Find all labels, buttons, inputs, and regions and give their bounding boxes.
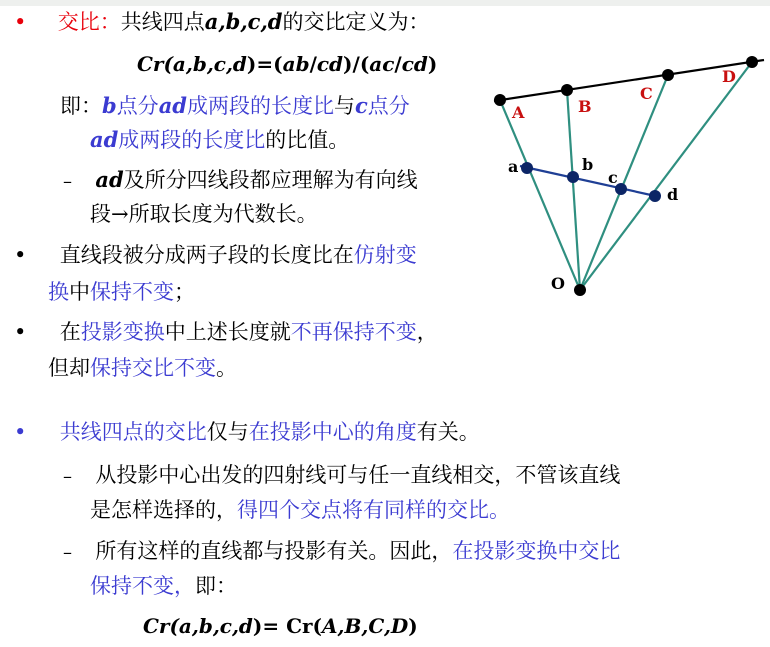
point-B (561, 84, 573, 96)
dash-marker: – (63, 171, 72, 192)
point-b-lower (567, 171, 579, 183)
formula-part: )/( (343, 52, 370, 76)
text: 保持不变， (90, 574, 195, 598)
projection-rays (500, 62, 752, 290)
ray-O-B (567, 90, 580, 290)
text: 仅与 (206, 420, 249, 444)
text: 直线段被分成两子段的长度比在 (59, 243, 354, 267)
math-var: b (102, 93, 117, 118)
text: 即： (195, 574, 237, 598)
text: 有关。 (416, 420, 480, 444)
formula-part: A,B,C,D (322, 614, 409, 638)
dash-marker: – (63, 542, 72, 563)
formula-part: Cr( (143, 614, 179, 638)
text: 在投影变换中交比 (452, 539, 621, 563)
text: 投影变换 (80, 320, 165, 344)
text: 是怎样选择的， (90, 498, 237, 522)
formula-part: / (394, 52, 402, 76)
point-A (494, 94, 506, 106)
text: 共线四点 (120, 10, 205, 34)
point-C (662, 69, 674, 81)
text: 成两段的长度比 (118, 128, 266, 152)
text: 中上述长度就 (164, 320, 291, 344)
label-C: C (640, 84, 653, 103)
label-b-lower: b (582, 155, 594, 174)
formula-part: ) (427, 52, 438, 76)
text: 得四个交点将有同样的交比。 (237, 498, 510, 522)
text: 但却 (48, 356, 90, 380)
bullet-marker: • (14, 10, 27, 34)
label-d-lower: d (667, 185, 679, 204)
text: 不再保持不变 (290, 320, 417, 344)
text: 与 (333, 94, 355, 118)
dash-marker: – (63, 466, 72, 487)
text: 的比值。 (265, 128, 350, 152)
point-a-lower (521, 162, 533, 174)
formula-part: / (309, 52, 317, 76)
text: 换 (48, 280, 69, 304)
formula-part: ab (282, 52, 310, 76)
text: 在 (59, 320, 81, 344)
formula-part: cd (401, 52, 428, 76)
ray-O-A (500, 100, 580, 290)
formula-part: )= Cr( (252, 614, 323, 638)
label-D: D (722, 67, 736, 86)
math-var: ad (90, 127, 119, 152)
point-D (746, 56, 758, 68)
math-var: ad (95, 167, 124, 192)
text: 点分 (116, 94, 159, 118)
bullet-marker: • (14, 243, 27, 267)
text: ， (416, 320, 438, 344)
bullet-marker: • (14, 420, 27, 444)
text: 即： (60, 94, 102, 118)
text: ； (174, 280, 195, 304)
formula-part: Cr( (137, 52, 173, 76)
text: 仿射变 (353, 243, 417, 267)
math-var: a,b,c,d (204, 9, 283, 34)
text: 保持不变 (90, 280, 174, 304)
label-O: O (551, 274, 565, 293)
bullet-marker: • (14, 320, 27, 344)
math-var: c (354, 93, 368, 118)
formula-part: cd (316, 52, 344, 76)
text: 中 (69, 280, 90, 304)
label-A: A (512, 103, 525, 122)
label-c-lower: c (608, 168, 618, 187)
text: 所有这样的直线都与投影有关。因此， (95, 539, 453, 563)
text: 共线四点的交比 (59, 420, 207, 444)
text: 的交比定义为： (282, 10, 430, 34)
formula-part: )=( (246, 52, 283, 76)
label-a-lower: a (508, 157, 519, 176)
text: 及所分四线段都应理解为有向线 (123, 168, 418, 192)
term-cross-ratio: 交比： (57, 11, 121, 34)
math-var: ad (158, 93, 187, 118)
text: 保持交比不变 (90, 356, 216, 380)
text: 。 (216, 356, 237, 380)
text: 成两段的长度比 (186, 94, 334, 118)
text: 段→所取长度为代数长。 (90, 202, 318, 226)
ray-O-D (580, 62, 752, 290)
text: 点分 (367, 94, 410, 118)
formula-part: ac (369, 52, 395, 76)
label-B: B (578, 97, 592, 116)
text: 在投影中心的角度 (248, 420, 417, 444)
point-labels (508, 67, 736, 293)
text: 从投影中心出发的四射线可与任一直线相交，不管该直线 (95, 463, 621, 487)
formula-part: a,b,c,d (172, 52, 247, 76)
formula-part: ) (408, 614, 418, 638)
point-O (574, 284, 586, 296)
point-d-lower (649, 190, 661, 202)
formula-part: a,b,c,d (178, 614, 253, 638)
